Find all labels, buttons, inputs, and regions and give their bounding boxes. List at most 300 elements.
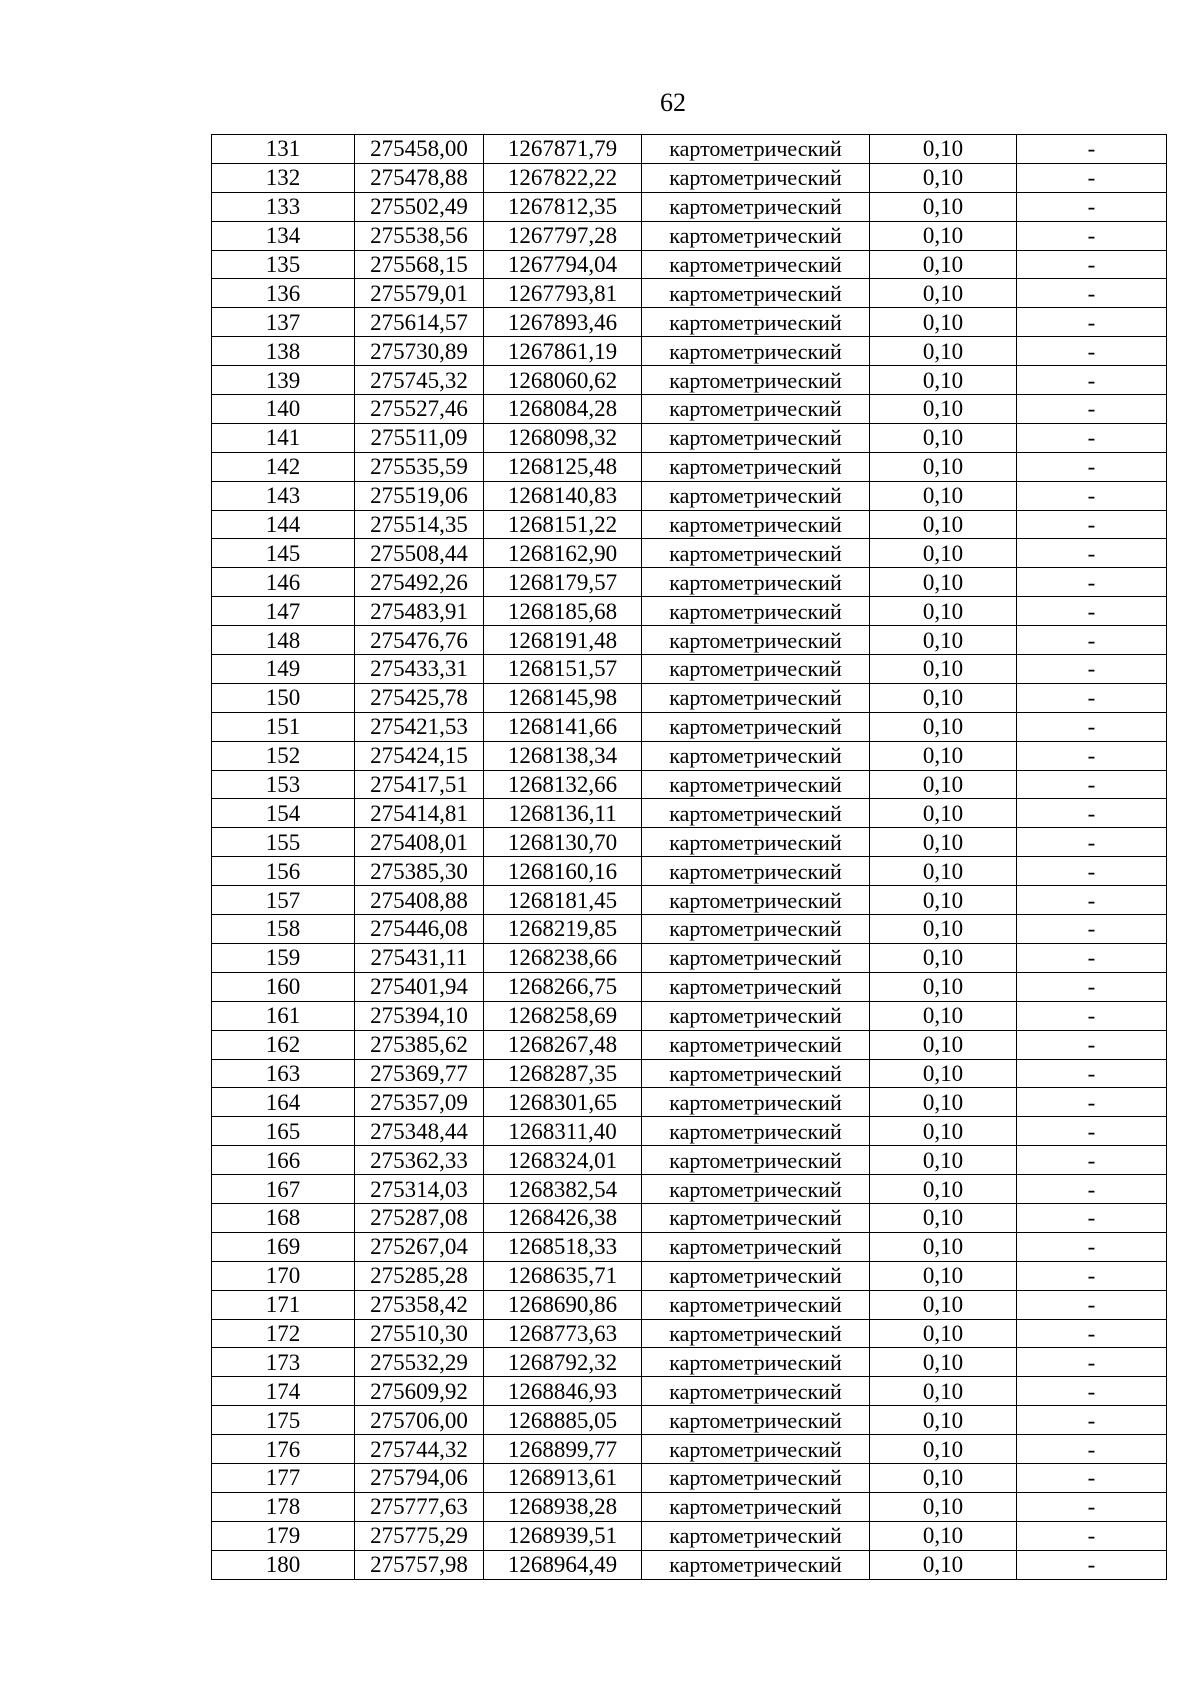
point-number-cell: 163 bbox=[212, 1059, 355, 1088]
y-coordinate-cell: 1268160,16 bbox=[484, 857, 642, 886]
accuracy-cell: 0,10 bbox=[870, 597, 1017, 626]
method-cell: картометрический bbox=[642, 915, 870, 944]
x-coordinate-cell: 275745,32 bbox=[355, 366, 484, 395]
y-coordinate-cell: 1268690,86 bbox=[484, 1290, 642, 1319]
table-row bbox=[212, 510, 1167, 539]
table-row bbox=[212, 1088, 1167, 1117]
note-cell: - bbox=[1017, 1435, 1167, 1464]
accuracy-cell: 0,10 bbox=[870, 626, 1017, 655]
table-row bbox=[212, 626, 1167, 655]
note-cell: - bbox=[1017, 568, 1167, 597]
point-number-cell: 141 bbox=[212, 423, 355, 452]
y-coordinate-cell: 1268938,28 bbox=[484, 1492, 642, 1521]
accuracy-cell: 0,10 bbox=[870, 770, 1017, 799]
x-coordinate-cell: 275408,88 bbox=[355, 886, 484, 915]
y-coordinate-cell: 1268132,66 bbox=[484, 770, 642, 799]
y-coordinate-cell: 1268792,32 bbox=[484, 1348, 642, 1377]
x-coordinate-cell: 275385,62 bbox=[355, 1030, 484, 1059]
x-coordinate-cell: 275730,89 bbox=[355, 337, 484, 366]
x-coordinate-cell: 275394,10 bbox=[355, 1001, 484, 1030]
note-cell: - bbox=[1017, 915, 1167, 944]
y-coordinate-cell: 1268846,93 bbox=[484, 1377, 642, 1406]
table-row bbox=[212, 539, 1167, 568]
x-coordinate-cell: 275401,94 bbox=[355, 972, 484, 1001]
y-coordinate-cell: 1267794,04 bbox=[484, 250, 642, 279]
accuracy-cell: 0,10 bbox=[870, 1146, 1017, 1175]
point-number-cell: 160 bbox=[212, 972, 355, 1001]
table-row bbox=[212, 568, 1167, 597]
y-coordinate-cell: 1268518,33 bbox=[484, 1232, 642, 1261]
method-cell: картометрический bbox=[642, 1146, 870, 1175]
table-row bbox=[212, 1435, 1167, 1464]
accuracy-cell: 0,10 bbox=[870, 857, 1017, 886]
y-coordinate-cell: 1268773,63 bbox=[484, 1319, 642, 1348]
point-number-cell: 149 bbox=[212, 655, 355, 684]
note-cell: - bbox=[1017, 395, 1167, 424]
x-coordinate-cell: 275358,42 bbox=[355, 1290, 484, 1319]
accuracy-cell: 0,10 bbox=[870, 1348, 1017, 1377]
point-number-cell: 169 bbox=[212, 1232, 355, 1261]
x-coordinate-cell: 275794,06 bbox=[355, 1463, 484, 1492]
method-cell: картометрический bbox=[642, 510, 870, 539]
accuracy-cell: 0,10 bbox=[870, 539, 1017, 568]
y-coordinate-cell: 1268964,49 bbox=[484, 1550, 642, 1579]
y-coordinate-cell: 1267871,79 bbox=[484, 135, 642, 164]
note-cell: - bbox=[1017, 192, 1167, 221]
table-row bbox=[212, 1175, 1167, 1204]
method-cell: картометрический bbox=[642, 857, 870, 886]
note-cell: - bbox=[1017, 135, 1167, 164]
note-cell: - bbox=[1017, 799, 1167, 828]
accuracy-cell: 0,10 bbox=[870, 163, 1017, 192]
note-cell: - bbox=[1017, 1232, 1167, 1261]
y-coordinate-cell: 1268145,98 bbox=[484, 683, 642, 712]
note-cell: - bbox=[1017, 1146, 1167, 1175]
x-coordinate-cell: 275424,15 bbox=[355, 741, 484, 770]
x-coordinate-cell: 275314,03 bbox=[355, 1175, 484, 1204]
method-cell: картометрический bbox=[642, 886, 870, 915]
method-cell: картометрический bbox=[642, 539, 870, 568]
x-coordinate-cell: 275614,57 bbox=[355, 308, 484, 337]
method-cell: картометрический bbox=[642, 828, 870, 857]
y-coordinate-cell: 1268899,77 bbox=[484, 1435, 642, 1464]
y-coordinate-cell: 1267861,19 bbox=[484, 337, 642, 366]
point-number-cell: 173 bbox=[212, 1348, 355, 1377]
x-coordinate-cell: 275502,49 bbox=[355, 192, 484, 221]
method-cell: картометрический bbox=[642, 799, 870, 828]
table-row bbox=[212, 1232, 1167, 1261]
point-number-cell: 171 bbox=[212, 1290, 355, 1319]
point-number-cell: 156 bbox=[212, 857, 355, 886]
x-coordinate-cell: 275267,04 bbox=[355, 1232, 484, 1261]
method-cell: картометрический bbox=[642, 741, 870, 770]
accuracy-cell: 0,10 bbox=[870, 1492, 1017, 1521]
y-coordinate-cell: 1268913,61 bbox=[484, 1463, 642, 1492]
x-coordinate-cell: 275417,51 bbox=[355, 770, 484, 799]
table-row bbox=[212, 1348, 1167, 1377]
x-coordinate-cell: 275431,11 bbox=[355, 943, 484, 972]
note-cell: - bbox=[1017, 221, 1167, 250]
method-cell: картометрический bbox=[642, 1232, 870, 1261]
method-cell: картометрический bbox=[642, 1319, 870, 1348]
note-cell: - bbox=[1017, 857, 1167, 886]
x-coordinate-cell: 275287,08 bbox=[355, 1203, 484, 1232]
y-coordinate-cell: 1268311,40 bbox=[484, 1117, 642, 1146]
accuracy-cell: 0,10 bbox=[870, 683, 1017, 712]
x-coordinate-cell: 275514,35 bbox=[355, 510, 484, 539]
y-coordinate-cell: 1268635,71 bbox=[484, 1261, 642, 1290]
table-row bbox=[212, 1521, 1167, 1550]
method-cell: картометрический bbox=[642, 1521, 870, 1550]
accuracy-cell: 0,10 bbox=[870, 192, 1017, 221]
point-number-cell: 135 bbox=[212, 250, 355, 279]
y-coordinate-cell: 1267793,81 bbox=[484, 279, 642, 308]
point-number-cell: 167 bbox=[212, 1175, 355, 1204]
x-coordinate-cell: 275511,09 bbox=[355, 423, 484, 452]
x-coordinate-cell: 275414,81 bbox=[355, 799, 484, 828]
table-row bbox=[212, 770, 1167, 799]
accuracy-cell: 0,10 bbox=[870, 250, 1017, 279]
table-row bbox=[212, 597, 1167, 626]
note-cell: - bbox=[1017, 1261, 1167, 1290]
y-coordinate-cell: 1268301,65 bbox=[484, 1088, 642, 1117]
note-cell: - bbox=[1017, 1463, 1167, 1492]
y-coordinate-cell: 1268130,70 bbox=[484, 828, 642, 857]
note-cell: - bbox=[1017, 1001, 1167, 1030]
x-coordinate-cell: 275408,01 bbox=[355, 828, 484, 857]
method-cell: картометрический bbox=[642, 1492, 870, 1521]
x-coordinate-cell: 275476,76 bbox=[355, 626, 484, 655]
x-coordinate-cell: 275519,06 bbox=[355, 481, 484, 510]
x-coordinate-cell: 275425,78 bbox=[355, 683, 484, 712]
table-row bbox=[212, 1319, 1167, 1348]
table-row bbox=[212, 279, 1167, 308]
point-number-cell: 148 bbox=[212, 626, 355, 655]
point-number-cell: 176 bbox=[212, 1435, 355, 1464]
table-row bbox=[212, 308, 1167, 337]
point-number-cell: 174 bbox=[212, 1377, 355, 1406]
method-cell: картометрический bbox=[642, 1175, 870, 1204]
point-number-cell: 158 bbox=[212, 915, 355, 944]
accuracy-cell: 0,10 bbox=[870, 886, 1017, 915]
accuracy-cell: 0,10 bbox=[870, 972, 1017, 1001]
note-cell: - bbox=[1017, 597, 1167, 626]
note-cell: - bbox=[1017, 1348, 1167, 1377]
accuracy-cell: 0,10 bbox=[870, 712, 1017, 741]
note-cell: - bbox=[1017, 1059, 1167, 1088]
table-row bbox=[212, 192, 1167, 221]
accuracy-cell: 0,10 bbox=[870, 337, 1017, 366]
y-coordinate-cell: 1268181,45 bbox=[484, 886, 642, 915]
table-row bbox=[212, 221, 1167, 250]
table-row bbox=[212, 366, 1167, 395]
note-cell: - bbox=[1017, 943, 1167, 972]
table-row bbox=[212, 741, 1167, 770]
table-row bbox=[212, 1261, 1167, 1290]
accuracy-cell: 0,10 bbox=[870, 1088, 1017, 1117]
table-row bbox=[212, 972, 1167, 1001]
table-row bbox=[212, 799, 1167, 828]
point-number-cell: 157 bbox=[212, 886, 355, 915]
page-number: 62 bbox=[660, 88, 686, 117]
note-cell: - bbox=[1017, 712, 1167, 741]
x-coordinate-cell: 275508,44 bbox=[355, 539, 484, 568]
y-coordinate-cell: 1268136,11 bbox=[484, 799, 642, 828]
y-coordinate-cell: 1268185,68 bbox=[484, 597, 642, 626]
accuracy-cell: 0,10 bbox=[870, 1261, 1017, 1290]
table-row bbox=[212, 857, 1167, 886]
y-coordinate-cell: 1268939,51 bbox=[484, 1521, 642, 1550]
note-cell: - bbox=[1017, 1290, 1167, 1319]
accuracy-cell: 0,10 bbox=[870, 510, 1017, 539]
note-cell: - bbox=[1017, 655, 1167, 684]
accuracy-cell: 0,10 bbox=[870, 452, 1017, 481]
table-row bbox=[212, 1463, 1167, 1492]
accuracy-cell: 0,10 bbox=[870, 828, 1017, 857]
method-cell: картометрический bbox=[642, 192, 870, 221]
method-cell: картометрический bbox=[642, 481, 870, 510]
method-cell: картометрический bbox=[642, 279, 870, 308]
x-coordinate-cell: 275568,15 bbox=[355, 250, 484, 279]
y-coordinate-cell: 1268191,48 bbox=[484, 626, 642, 655]
method-cell: картометрический bbox=[642, 308, 870, 337]
x-coordinate-cell: 275527,46 bbox=[355, 395, 484, 424]
method-cell: картометрический bbox=[642, 1550, 870, 1579]
point-number-cell: 138 bbox=[212, 337, 355, 366]
note-cell: - bbox=[1017, 1377, 1167, 1406]
table-row bbox=[212, 1550, 1167, 1579]
y-coordinate-cell: 1268885,05 bbox=[484, 1406, 642, 1435]
table-row bbox=[212, 337, 1167, 366]
y-coordinate-cell: 1268125,48 bbox=[484, 452, 642, 481]
point-number-cell: 140 bbox=[212, 395, 355, 424]
accuracy-cell: 0,10 bbox=[870, 423, 1017, 452]
accuracy-cell: 0,10 bbox=[870, 366, 1017, 395]
point-number-cell: 145 bbox=[212, 539, 355, 568]
x-coordinate-cell: 275357,09 bbox=[355, 1088, 484, 1117]
method-cell: картометрический bbox=[642, 655, 870, 684]
y-coordinate-cell: 1268140,83 bbox=[484, 481, 642, 510]
point-number-cell: 159 bbox=[212, 943, 355, 972]
note-cell: - bbox=[1017, 337, 1167, 366]
y-coordinate-cell: 1267797,28 bbox=[484, 221, 642, 250]
note-cell: - bbox=[1017, 308, 1167, 337]
accuracy-cell: 0,10 bbox=[870, 1030, 1017, 1059]
x-coordinate-cell: 275535,59 bbox=[355, 452, 484, 481]
accuracy-cell: 0,10 bbox=[870, 135, 1017, 164]
coordinates-table bbox=[211, 134, 1167, 1580]
x-coordinate-cell: 275446,08 bbox=[355, 915, 484, 944]
method-cell: картометрический bbox=[642, 1001, 870, 1030]
note-cell: - bbox=[1017, 539, 1167, 568]
y-coordinate-cell: 1267822,22 bbox=[484, 163, 642, 192]
table-row bbox=[212, 135, 1167, 164]
accuracy-cell: 0,10 bbox=[870, 1377, 1017, 1406]
accuracy-cell: 0,10 bbox=[870, 1290, 1017, 1319]
y-coordinate-cell: 1268382,54 bbox=[484, 1175, 642, 1204]
x-coordinate-cell: 275532,29 bbox=[355, 1348, 484, 1377]
point-number-cell: 175 bbox=[212, 1406, 355, 1435]
point-number-cell: 155 bbox=[212, 828, 355, 857]
y-coordinate-cell: 1268179,57 bbox=[484, 568, 642, 597]
x-coordinate-cell: 275421,53 bbox=[355, 712, 484, 741]
x-coordinate-cell: 275744,32 bbox=[355, 1435, 484, 1464]
accuracy-cell: 0,10 bbox=[870, 308, 1017, 337]
x-coordinate-cell: 275609,92 bbox=[355, 1377, 484, 1406]
x-coordinate-cell: 275483,91 bbox=[355, 597, 484, 626]
table-row bbox=[212, 1059, 1167, 1088]
table-row bbox=[212, 250, 1167, 279]
table-row bbox=[212, 712, 1167, 741]
y-coordinate-cell: 1268060,62 bbox=[484, 366, 642, 395]
table-row bbox=[212, 828, 1167, 857]
method-cell: картометрический bbox=[642, 770, 870, 799]
y-coordinate-cell: 1268162,90 bbox=[484, 539, 642, 568]
table-row bbox=[212, 452, 1167, 481]
point-number-cell: 164 bbox=[212, 1088, 355, 1117]
accuracy-cell: 0,10 bbox=[870, 1175, 1017, 1204]
note-cell: - bbox=[1017, 510, 1167, 539]
x-coordinate-cell: 275385,30 bbox=[355, 857, 484, 886]
table-row bbox=[212, 915, 1167, 944]
x-coordinate-cell: 275757,98 bbox=[355, 1550, 484, 1579]
note-cell: - bbox=[1017, 1550, 1167, 1579]
table-row bbox=[212, 1492, 1167, 1521]
method-cell: картометрический bbox=[642, 135, 870, 164]
accuracy-cell: 0,10 bbox=[870, 943, 1017, 972]
point-number-cell: 153 bbox=[212, 770, 355, 799]
y-coordinate-cell: 1268238,66 bbox=[484, 943, 642, 972]
x-coordinate-cell: 275458,00 bbox=[355, 135, 484, 164]
accuracy-cell: 0,10 bbox=[870, 279, 1017, 308]
x-coordinate-cell: 275579,01 bbox=[355, 279, 484, 308]
accuracy-cell: 0,10 bbox=[870, 221, 1017, 250]
note-cell: - bbox=[1017, 1406, 1167, 1435]
accuracy-cell: 0,10 bbox=[870, 1435, 1017, 1464]
accuracy-cell: 0,10 bbox=[870, 1117, 1017, 1146]
y-coordinate-cell: 1268258,69 bbox=[484, 1001, 642, 1030]
y-coordinate-cell: 1268098,32 bbox=[484, 423, 642, 452]
y-coordinate-cell: 1268266,75 bbox=[484, 972, 642, 1001]
accuracy-cell: 0,10 bbox=[870, 1319, 1017, 1348]
method-cell: картометрический bbox=[642, 163, 870, 192]
table-row bbox=[212, 1406, 1167, 1435]
table-row bbox=[212, 1146, 1167, 1175]
table-row bbox=[212, 943, 1167, 972]
point-number-cell: 177 bbox=[212, 1463, 355, 1492]
point-number-cell: 166 bbox=[212, 1146, 355, 1175]
method-cell: картометрический bbox=[642, 1377, 870, 1406]
method-cell: картометрический bbox=[642, 626, 870, 655]
note-cell: - bbox=[1017, 279, 1167, 308]
point-number-cell: 161 bbox=[212, 1001, 355, 1030]
point-number-cell: 162 bbox=[212, 1030, 355, 1059]
method-cell: картометрический bbox=[642, 221, 870, 250]
note-cell: - bbox=[1017, 770, 1167, 799]
method-cell: картометрический bbox=[642, 366, 870, 395]
point-number-cell: 132 bbox=[212, 163, 355, 192]
y-coordinate-cell: 1267812,35 bbox=[484, 192, 642, 221]
x-coordinate-cell: 275285,28 bbox=[355, 1261, 484, 1290]
x-coordinate-cell: 275706,00 bbox=[355, 1406, 484, 1435]
y-coordinate-cell: 1268141,66 bbox=[484, 712, 642, 741]
point-number-cell: 144 bbox=[212, 510, 355, 539]
point-number-cell: 178 bbox=[212, 1492, 355, 1521]
note-cell: - bbox=[1017, 972, 1167, 1001]
note-cell: - bbox=[1017, 741, 1167, 770]
method-cell: картометрический bbox=[642, 972, 870, 1001]
y-coordinate-cell: 1268324,01 bbox=[484, 1146, 642, 1175]
accuracy-cell: 0,10 bbox=[870, 1521, 1017, 1550]
note-cell: - bbox=[1017, 163, 1167, 192]
method-cell: картометрический bbox=[642, 683, 870, 712]
note-cell: - bbox=[1017, 1088, 1167, 1117]
point-number-cell: 137 bbox=[212, 308, 355, 337]
method-cell: картометрический bbox=[642, 423, 870, 452]
accuracy-cell: 0,10 bbox=[870, 655, 1017, 684]
table-row bbox=[212, 1290, 1167, 1319]
x-coordinate-cell: 275777,63 bbox=[355, 1492, 484, 1521]
method-cell: картометрический bbox=[642, 1030, 870, 1059]
method-cell: картометрический bbox=[642, 337, 870, 366]
y-coordinate-cell: 1268267,48 bbox=[484, 1030, 642, 1059]
x-coordinate-cell: 275492,26 bbox=[355, 568, 484, 597]
point-number-cell: 151 bbox=[212, 712, 355, 741]
note-cell: - bbox=[1017, 481, 1167, 510]
accuracy-cell: 0,10 bbox=[870, 481, 1017, 510]
method-cell: картометрический bbox=[642, 1261, 870, 1290]
method-cell: картометрический bbox=[642, 1290, 870, 1319]
accuracy-cell: 0,10 bbox=[870, 395, 1017, 424]
point-number-cell: 154 bbox=[212, 799, 355, 828]
point-number-cell: 139 bbox=[212, 366, 355, 395]
note-cell: - bbox=[1017, 452, 1167, 481]
point-number-cell: 131 bbox=[212, 135, 355, 164]
x-coordinate-cell: 275775,29 bbox=[355, 1521, 484, 1550]
accuracy-cell: 0,10 bbox=[870, 799, 1017, 828]
table-row bbox=[212, 1030, 1167, 1059]
x-coordinate-cell: 275348,44 bbox=[355, 1117, 484, 1146]
x-coordinate-cell: 275433,31 bbox=[355, 655, 484, 684]
point-number-cell: 165 bbox=[212, 1117, 355, 1146]
method-cell: картометрический bbox=[642, 712, 870, 741]
note-cell: - bbox=[1017, 886, 1167, 915]
point-number-cell: 180 bbox=[212, 1550, 355, 1579]
note-cell: - bbox=[1017, 626, 1167, 655]
method-cell: картометрический bbox=[642, 943, 870, 972]
method-cell: картометрический bbox=[642, 395, 870, 424]
note-cell: - bbox=[1017, 1492, 1167, 1521]
x-coordinate-cell: 275478,88 bbox=[355, 163, 484, 192]
y-coordinate-cell: 1268151,57 bbox=[484, 655, 642, 684]
table-row bbox=[212, 395, 1167, 424]
method-cell: картометрический bbox=[642, 250, 870, 279]
table-row bbox=[212, 163, 1167, 192]
method-cell: картометрический bbox=[642, 1348, 870, 1377]
table-row bbox=[212, 683, 1167, 712]
method-cell: картометрический bbox=[642, 1203, 870, 1232]
method-cell: картометрический bbox=[642, 1406, 870, 1435]
table-row bbox=[212, 481, 1167, 510]
point-number-cell: 168 bbox=[212, 1203, 355, 1232]
accuracy-cell: 0,10 bbox=[870, 1203, 1017, 1232]
note-cell: - bbox=[1017, 1175, 1167, 1204]
method-cell: картометрический bbox=[642, 1059, 870, 1088]
note-cell: - bbox=[1017, 1203, 1167, 1232]
accuracy-cell: 0,10 bbox=[870, 568, 1017, 597]
note-cell: - bbox=[1017, 828, 1167, 857]
method-cell: картометрический bbox=[642, 1435, 870, 1464]
